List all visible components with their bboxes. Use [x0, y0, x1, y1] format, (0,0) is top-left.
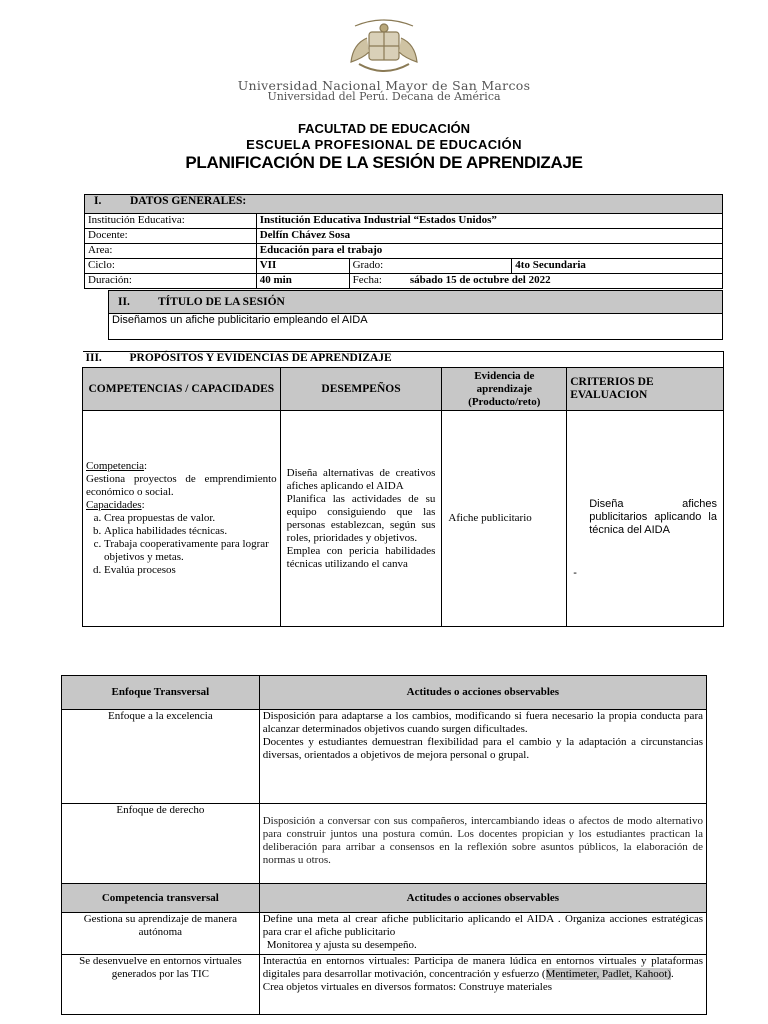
table-row: Docente: Delfín Chávez Sosa — [85, 229, 723, 244]
column-header: Actitudes o acciones observables — [259, 884, 706, 913]
list-item: a. Crea propuestas de valor. — [104, 512, 277, 525]
university-seal-icon — [345, 18, 423, 80]
list-item: d. Evalúa procesos — [104, 564, 277, 577]
school-heading: ESCUELA PROFESIONAL DE EDUCACIÓN — [246, 137, 522, 152]
column-header: DESEMPEÑOS — [280, 368, 442, 411]
section-heading: II. TÍTULO DE LA SESIÓN — [109, 291, 723, 314]
table-row: Ciclo: VII Grado: 4to Secundaria — [85, 259, 723, 274]
criterios-cell: Diseña afiches publicitarios aplicando la técnica del AIDA - — [567, 411, 724, 627]
desempenos-cell: Diseña alternativas de creativos afiches aplicando el AIDA Planifica las actividades de su equipo consiguiendo que las personas establezcan, según sus roles, prioridades y objetivos. Emplea con pericia habilidades técnicas utilizando el canva — [280, 411, 442, 627]
list-item: c. Trabaja cooperativamente para lograr objetivos y metas. — [104, 538, 277, 564]
table-row: Area: Educación para el trabajo — [85, 244, 723, 259]
titulo-sesion-table — [108, 290, 723, 340]
session-title: Diseñamos un afiche publicitario empleando el AIDA — [109, 314, 723, 340]
column-header: COMPETENCIAS / CAPACIDADES — [83, 368, 281, 411]
list-item: b. Aplica habilidades técnicas. — [104, 525, 277, 538]
table-row: Duración: 40 min Fecha: sábado 15 de octubre del 2022 — [85, 274, 723, 289]
page-title: PLANIFICACIÓN DE LA SESIÓN DE APRENDIZAJE — [185, 153, 583, 172]
university-name: Universidad Nacional Mayor de San Marcos — [237, 78, 531, 93]
table-row: Institución Educativa: Institución Educativa Industrial “Estados Unidos” — [85, 214, 723, 229]
column-header: Enfoque Transversal — [62, 676, 260, 710]
faculty-heading: FACULTAD DE EDUCACIÓN — [297, 121, 471, 136]
datos-generales-table — [84, 194, 723, 289]
table-row: Enfoque de derecho Disposición a conversar con sus compañeros, intercambiando ideas o afectos de modo alternativo para construir juntos una postura común. Los docentes propician y los estudiantes practican la deliberación para arribar a consensos en la reflexión sobre asuntos públicos, la elaboración de normas u otros. — [62, 804, 707, 884]
column-header: Actitudes o acciones observables — [259, 676, 706, 710]
enfoques-table — [61, 675, 707, 1015]
section-heading: I. DATOS GENERALES: — [85, 195, 723, 214]
propositos-table — [82, 351, 724, 627]
university-subtitle: Universidad del Perú. Decana de América — [267, 90, 501, 103]
table-row: Enfoque a la excelencia Disposición para adaptarse a los cambios, modificando si fuera necesario la propia conducta para alcanzar determinados objetivos cuando surgen dificultades. Docentes y estudiantes demuestran flexibilidad para el cambio y la adaptación a circunstancias diversas, orientados a objetivos de mejora personal o grupal. — [62, 710, 707, 804]
column-header: Competencia transversal — [62, 884, 260, 913]
table-row: Gestiona su aprendizaje de manera autónoma Define una meta al crear afiche publicitario aplicando el AIDA . Organiza acciones estratégicas para crar el afiche publicitario Monitorea y ajusta su desempeño. — [62, 913, 707, 955]
evidencia-cell: Afiche publicitario — [442, 411, 567, 627]
table-row: Se desenvuelve en entornos virtuales generados por las TIC Interactúa en entornos virtuales: Participa de manera lúdica en entornos virtuales y plataformas digitales para desarrollar motivación, concentración y esfuerzo (Mentimeter, Padlet, Kahoot). Crea objetos virtuales en diversos formatos: Construye materiales — [62, 955, 707, 1015]
section-heading: III. PROPÓSITOS Y EVIDENCIAS DE APRENDIZAJE — [83, 352, 724, 368]
competencias-cell: Competencia: Gestiona proyectos de emprendimiento económico o social. Capacidades: a. Crea propuestas de valor. b. Aplica habilidades técnicas. c. Trabaja cooperativamente para lograr objetivos y metas. d. Evalúa procesos — [83, 411, 281, 627]
column-header: Evidencia de aprendizaje (Producto/reto) — [442, 368, 567, 411]
column-header: CRITERIOS DE EVALUACION — [567, 368, 724, 411]
